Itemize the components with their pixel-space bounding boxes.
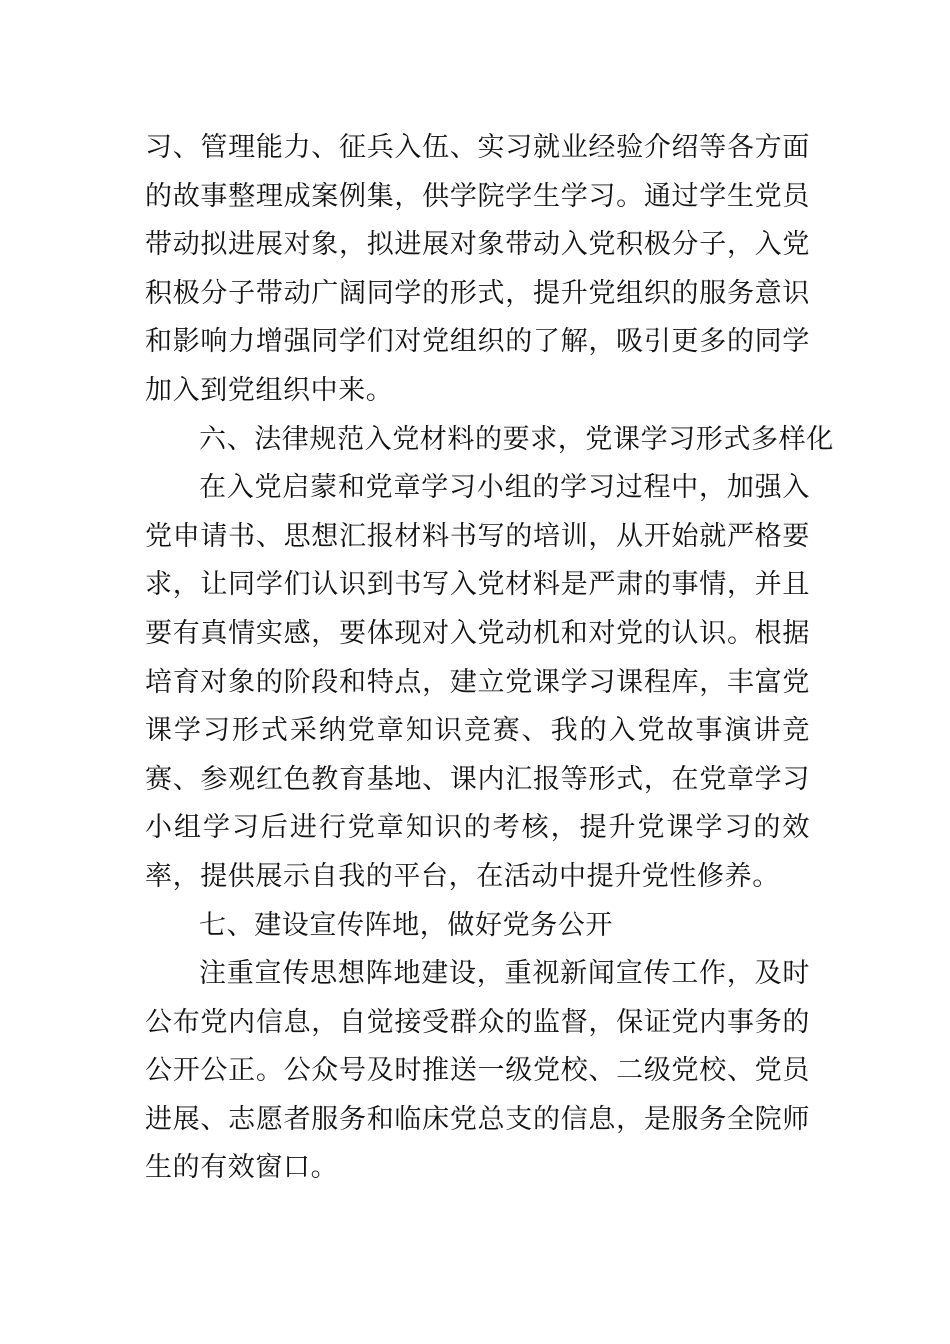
section-heading-seven: 七、建设宣传阵地，做好党务公开 <box>199 909 613 941</box>
paragraph-continued: 习、管理能力、征兵入伍、实习就业经验介绍等各方面的故事整理成案例集，供学院学生学习。通过学生党员带动拟进展对象，拟进展对象带动入党积极分子，入党积极分子带动广阔同学的形式，提升党组织的服务意识和影响力增强同学们对党组织的了解，吸引更多的同学加入到党组织中来。 <box>145 132 810 406</box>
section-heading-six: 六、法律规范入党材料的要求，党课学习形式多样化 <box>199 423 834 455</box>
paragraph-section-six: 在入党启蒙和党章学习小组的学习过程中，加强入党申请书、思想汇报材料书写的培训，从开始就严格要求，让同学们认识到书写入党材料是严肃的事情，并且要有真情实感，要体现对入党动机和对党的认识。根据培育对象的阶段和特点，建立党课学习课程库，丰富党课学习形式采纳党章知识竞赛、我的入党故事演讲竞赛、参观红色教育基地、课内汇报等形式，在党章学习小组学习后进行党章知识的考核，提升党课学习的效率，提供展示自我的平台，在活动中提升党性修养。 <box>145 472 810 892</box>
document-body <box>145 124 834 1193</box>
paragraph-section-seven: 注重宣传思想阵地建设，重视新闻宣传工作，及时公布党内信息，自觉接受群众的监督，保证党内事务的公开公正。公众号及时推送一级党校、二级党校、党员进展、志愿者服务和临床党总支的信息，是服务全院师生的有效窗口。 <box>145 958 810 1184</box>
